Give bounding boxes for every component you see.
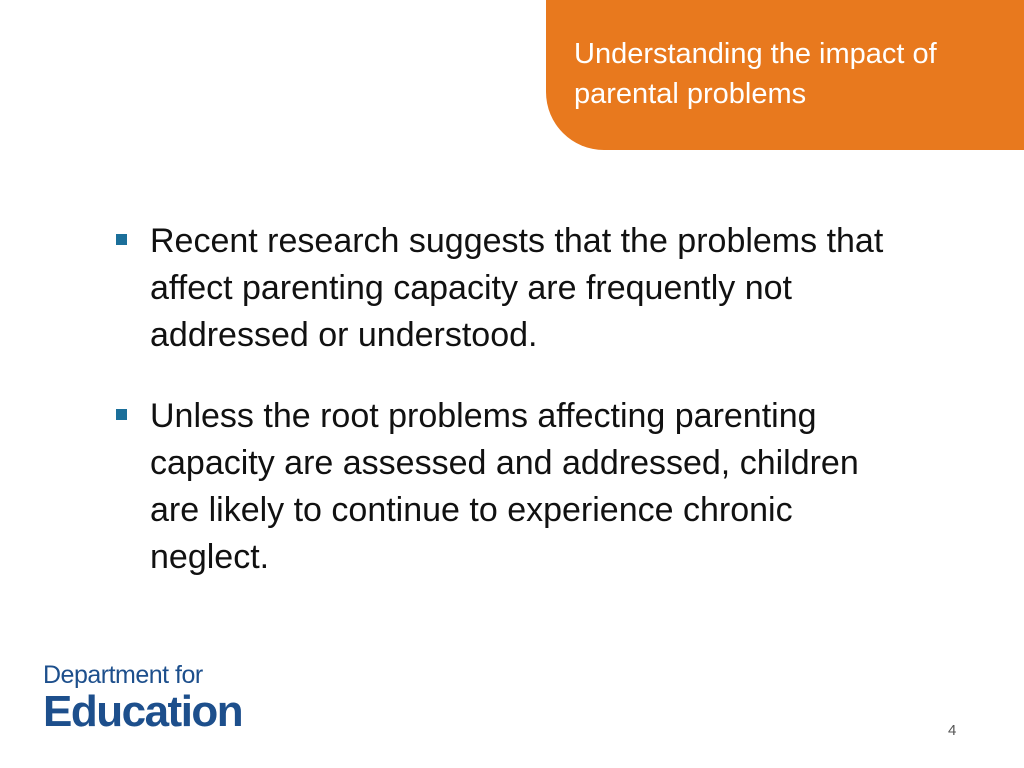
bullet-text: Unless the root problems affecting parenting capacity are assessed and addressed, children are likely to continue to experience chronic neglect. [150, 397, 859, 576]
bullet-list [110, 218, 910, 615]
department-for-education-logo [43, 660, 283, 740]
title-banner [546, 0, 1024, 150]
page-number: 4 [948, 722, 957, 739]
logo-line-department-for: Department for [43, 661, 203, 689]
bullet-item [110, 393, 910, 581]
slide-title: Understanding the impact of parental problems [574, 38, 937, 110]
logo-line-education: Education [43, 687, 243, 736]
bullet-item [110, 218, 910, 359]
bullet-text: Recent research suggests that the problems that affect parenting capacity are frequently not addressed or understood. [150, 222, 884, 354]
square-bullet-icon [116, 409, 127, 420]
square-bullet-icon [116, 234, 127, 245]
